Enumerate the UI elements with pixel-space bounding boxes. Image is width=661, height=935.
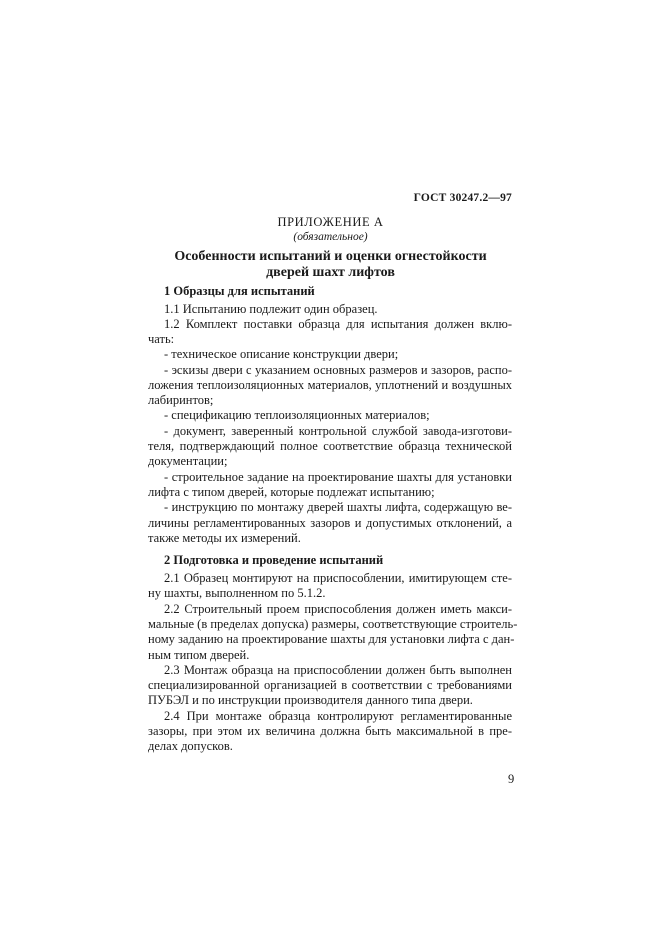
paragraph-line: личины регламентированных зазоров и допустимых отклонений, а bbox=[148, 516, 512, 530]
paragraph-line: 1.1 Испытанию подлежит один образец. bbox=[164, 302, 378, 316]
section-2-heading: 2 Подготовка и проведение испытаний bbox=[164, 553, 384, 567]
paragraph-line: ну шахты, выполненном по 5.1.2. bbox=[148, 586, 326, 600]
paragraph-line: также методы их измерений. bbox=[148, 531, 301, 545]
section-1-heading: 1 Образцы для испытаний bbox=[164, 284, 315, 298]
paragraph-line: 2.1 Образец монтируют на приспособлении, имитирующем сте- bbox=[164, 571, 512, 585]
paragraph-line: лифта с типом дверей, которые подлежат испытанию; bbox=[148, 485, 435, 499]
document-code: ГОСТ 30247.2—97 bbox=[413, 192, 512, 204]
paragraph-line: - техническое описание конструкции двери; bbox=[164, 347, 399, 361]
paragraph-line: - инструкцию по монтажу дверей шахты лифта, содержащую ве- bbox=[164, 500, 512, 514]
paragraph-line: лабиринтов; bbox=[148, 393, 214, 407]
paragraph-line: - документ, заверенный контрольной службой завода-изготови- bbox=[164, 424, 512, 438]
page-number: 9 bbox=[508, 772, 515, 786]
paragraph-line: ПУБЭЛ и по инструкции производителя данного типа двери. bbox=[148, 693, 473, 707]
main-title-line: дверей шахт лифтов bbox=[266, 265, 395, 280]
paragraph-line: ному заданию на проектирование шахты для установки лифта с дан- bbox=[148, 632, 515, 646]
paragraph-line: 2.4 При монтаже образца контролируют регламентированные bbox=[164, 709, 512, 723]
paragraph-line: документации; bbox=[148, 454, 228, 468]
annex-subtitle: (обязательное) bbox=[293, 231, 368, 243]
paragraph-line: мальные (в пределах допуска) размеры, соответствующие строитель- bbox=[148, 617, 518, 631]
paragraph-line: 2.3 Монтаж образца на приспособлении должен быть выполнен bbox=[164, 663, 512, 677]
paragraph-line: - спецификацию теплоизоляционных материалов; bbox=[164, 408, 430, 422]
paragraph-line: ным типом дверей. bbox=[148, 648, 250, 662]
paragraph-line: 1.2 Комплект поставки образца для испытания должен вклю- bbox=[164, 317, 512, 331]
paragraph-line: - эскизы двери с указанием основных размеров и зазоров, распо- bbox=[164, 363, 512, 377]
paragraph-line: 2.2 Строительный проем приспособления должен иметь макси- bbox=[164, 602, 512, 616]
paragraph-line: делах допусков. bbox=[148, 739, 233, 753]
paragraph-line: - строительное задание на проектирование шахты для установки bbox=[164, 470, 512, 484]
paragraph-line: теля, подтверждающий полное соответствие образца технической bbox=[148, 439, 512, 453]
main-title-line: Особенности испытаний и оценки огнестойкости bbox=[174, 249, 487, 264]
main-title bbox=[0, 249, 661, 281]
paragraph-line: зазоры, при этом их величина должна быть максимальной в пре- bbox=[148, 724, 512, 738]
annex-title: ПРИЛОЖЕНИЕ А bbox=[277, 215, 384, 229]
paragraph-line: чать: bbox=[148, 332, 175, 346]
paragraph-line: ложения теплоизоляционных материалов, уплотнений и воздушных bbox=[148, 378, 512, 392]
paragraph-line: специализированной организацией в соответствии с требованиями bbox=[148, 678, 512, 692]
